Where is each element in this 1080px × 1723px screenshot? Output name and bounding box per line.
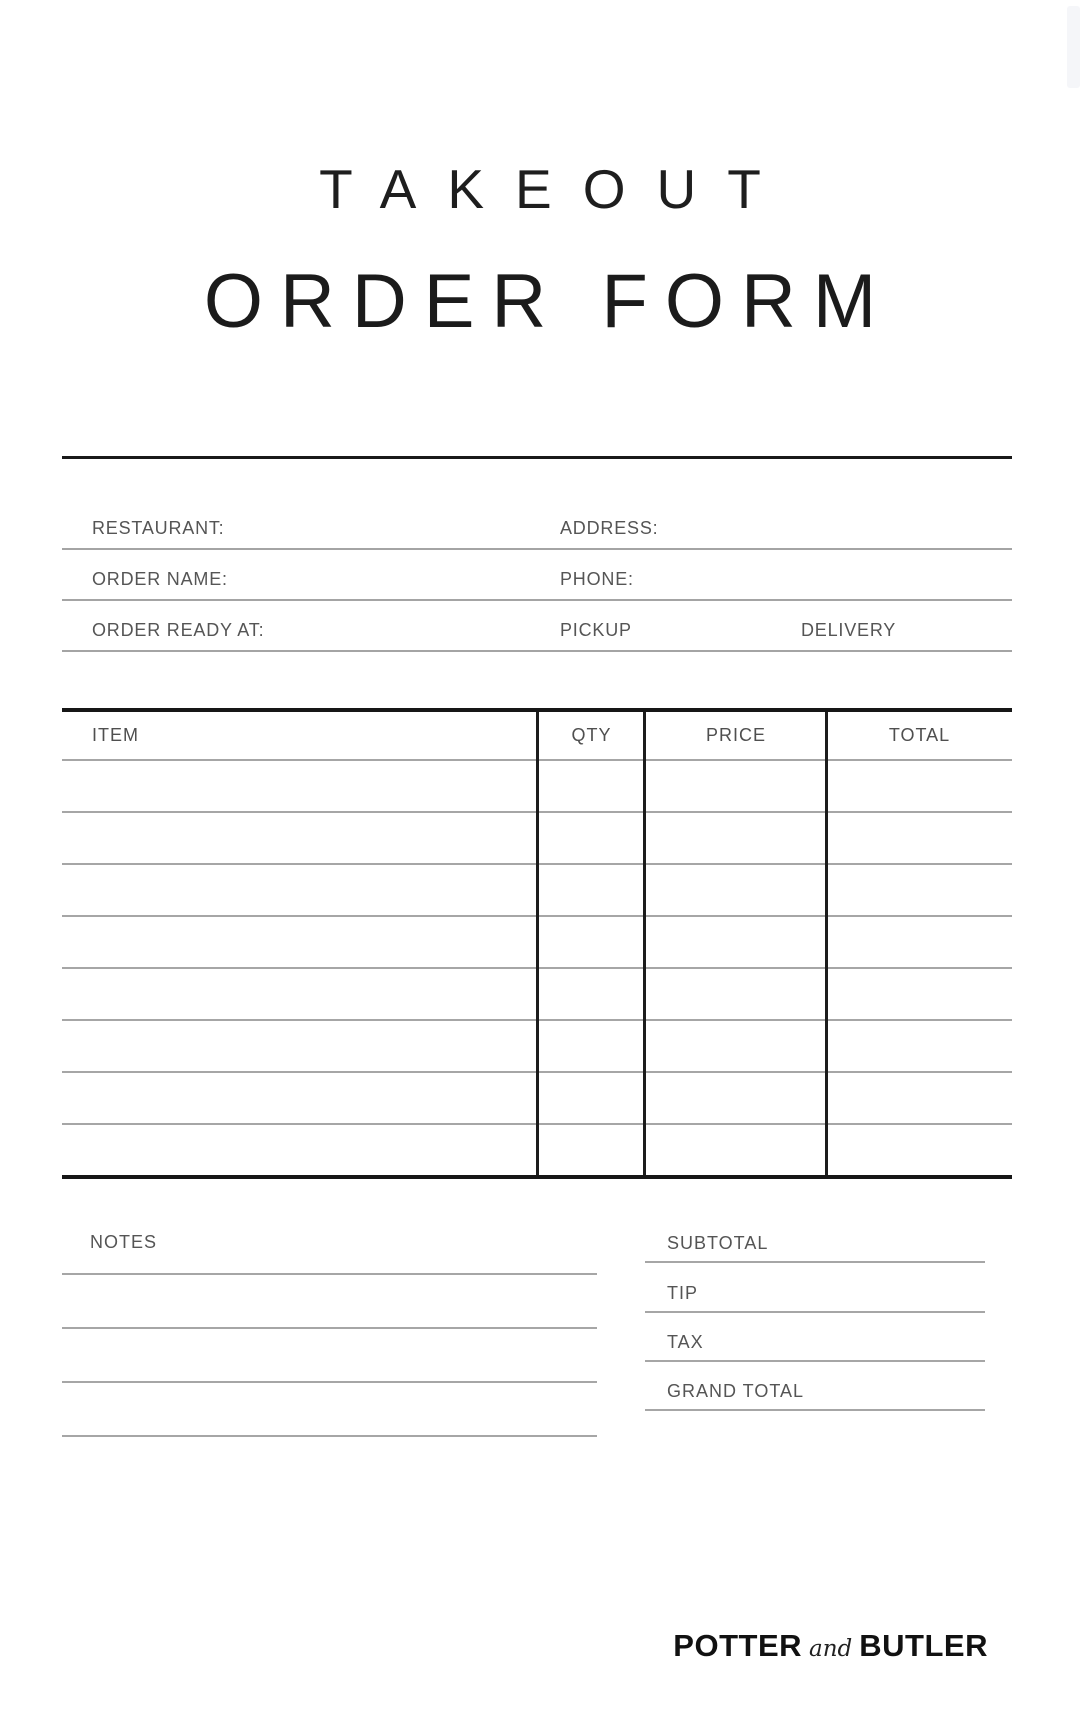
tip-label: TIP	[667, 1283, 699, 1303]
restaurant-label: RESTAURANT:	[92, 518, 225, 538]
header-qty: QTY	[571, 725, 612, 745]
subtotal-row	[645, 1222, 985, 1263]
phone-label: PHONE:	[560, 569, 634, 589]
notes-line	[62, 1273, 597, 1275]
order-ready-at-label: ORDER READY AT:	[92, 620, 265, 640]
page-title-order-form	[0, 258, 1080, 345]
title-divider	[62, 456, 1012, 459]
grand-total-label: GRAND TOTAL	[667, 1381, 805, 1401]
brand-logo	[673, 1628, 988, 1664]
corner-shade	[1067, 6, 1080, 88]
tax-label: TAX	[667, 1332, 704, 1352]
column-divider-qty-price	[643, 712, 646, 1175]
header-item: ITEM	[92, 725, 139, 745]
order-name-phone-row	[62, 550, 1012, 601]
delivery-label: DELIVERY	[801, 620, 897, 640]
restaurant-address-row	[62, 500, 1012, 550]
pickup-label: PICKUP	[560, 620, 632, 640]
order-ready-row	[62, 599, 1012, 652]
page-title-takeout	[0, 157, 1080, 221]
page-title-takeout-text: TAKEOUT	[319, 158, 792, 220]
brand-name-potter: POTTER	[673, 1628, 803, 1663]
brand-script-and: and	[809, 1636, 853, 1662]
header-total: TOTAL	[888, 725, 951, 745]
notes-label: NOTES	[90, 1232, 158, 1252]
notes-line	[62, 1327, 597, 1329]
items-table	[62, 708, 1012, 1179]
subtotal-label: SUBTOTAL	[667, 1233, 769, 1253]
column-divider-price-total	[825, 712, 828, 1175]
page-title-order-form-text: ORDER FORM	[203, 259, 894, 344]
column-divider-item-qty	[536, 712, 539, 1175]
address-label: ADDRESS:	[560, 518, 659, 538]
brand-name-butler: BUTLER	[859, 1628, 988, 1663]
notes-line	[62, 1435, 597, 1437]
tip-row	[645, 1272, 985, 1313]
order-name-label: ORDER NAME:	[92, 569, 228, 589]
grand-total-row	[645, 1370, 985, 1411]
tax-row	[645, 1321, 985, 1362]
header-price: PRICE	[705, 725, 766, 745]
notes-line	[62, 1381, 597, 1383]
